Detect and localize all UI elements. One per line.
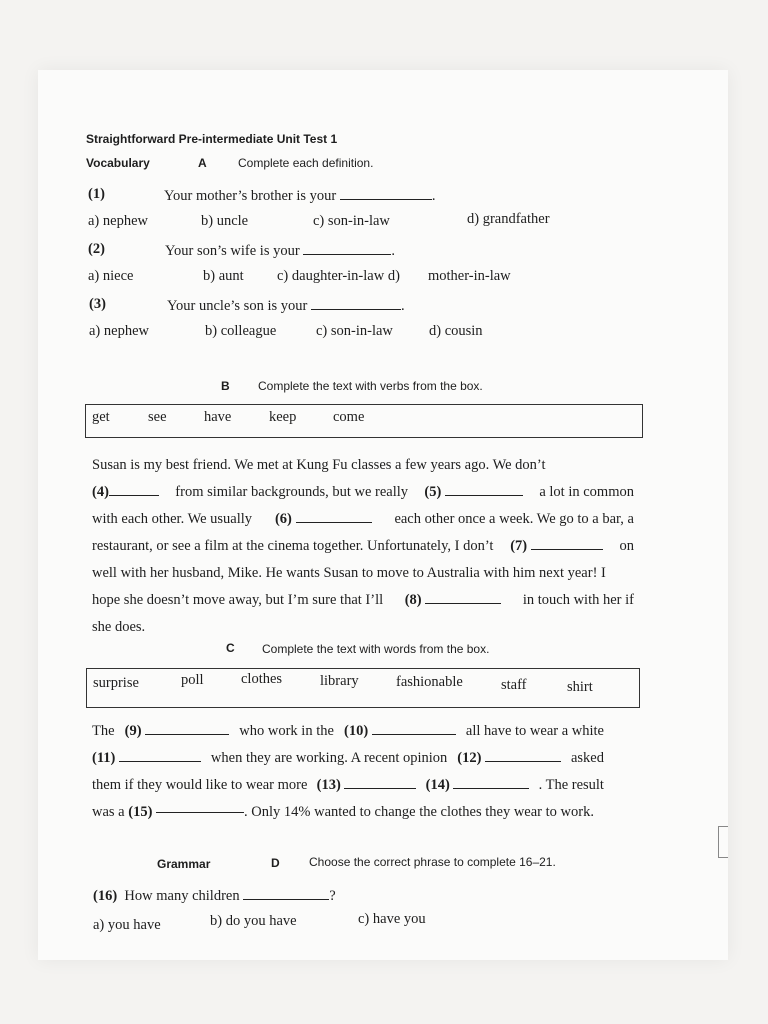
verb-word-box [85, 404, 643, 438]
text-line: hope she doesn’t move away, but I’m sure that I’ll (8) in touch with her if [92, 587, 634, 614]
text-line: was a (15) . Only 14% wanted to change the clothes they wear to work. [92, 799, 604, 826]
part-d-instruction: Choose the correct phrase to complete 16–21. [309, 855, 556, 869]
box-word: library [320, 673, 359, 689]
question-number: (1) [88, 186, 105, 202]
option[interactable]: c) daughter-in-law d) [277, 268, 400, 284]
answer-blank-4[interactable] [109, 482, 159, 496]
part-b-letter: B [221, 379, 230, 393]
box-word: have [204, 409, 232, 425]
text-line: she does. [92, 619, 146, 635]
box-word: get [92, 409, 110, 425]
answer-blank-12[interactable] [485, 748, 561, 762]
answer-blank-11[interactable] [119, 748, 201, 762]
edge-bracket-mark [718, 826, 728, 858]
box-word: clothes [241, 671, 283, 687]
option[interactable]: b) aunt [203, 268, 244, 284]
answer-blank[interactable] [340, 186, 432, 200]
text-line: them if they would like to wear more (13) (14) . The result [92, 772, 604, 799]
text-line: well with her husband, Mike. He wants Susan to move to Australia with him next year! I [92, 565, 606, 581]
text-line: Susan is my best friend. We met at Kung Fu classes a few years ago. We don’t [92, 457, 546, 473]
part-d-letter: D [271, 856, 280, 870]
text-line: (4) from similar backgrounds, but we really (5) a lot in common [92, 479, 634, 506]
box-word: shirt [567, 679, 593, 695]
box-word: staff [501, 677, 527, 693]
box-word: surprise [93, 675, 139, 691]
answer-blank-5[interactable] [445, 482, 523, 496]
question-stem: Your mother’s brother is your . [164, 186, 436, 205]
box-word: fashionable [396, 674, 463, 690]
answer-blank[interactable] [311, 296, 401, 310]
part-c-letter: C [226, 641, 235, 655]
part-c-paragraph [92, 718, 604, 826]
section-grammar: Grammar [157, 857, 211, 871]
option[interactable]: c) son-in-law [313, 213, 390, 229]
answer-blank-10[interactable] [372, 721, 456, 735]
option[interactable]: d) grandfather [467, 211, 550, 227]
answer-blank-13[interactable] [344, 775, 416, 789]
option[interactable]: b) colleague [205, 323, 277, 339]
question-number: (2) [88, 241, 105, 257]
question-number: (3) [89, 296, 106, 312]
answer-blank-8[interactable] [425, 590, 501, 604]
option[interactable]: c) son-in-law [316, 323, 393, 339]
option[interactable]: a) nephew [88, 213, 148, 229]
box-word: come [333, 409, 365, 425]
part-b-instruction: Complete the text with verbs from the box. [258, 379, 483, 393]
part-a-instruction: Complete each definition. [238, 156, 374, 170]
text-line: (11) when they are working. A recent opinion (12) asked [92, 745, 604, 772]
answer-blank-15[interactable] [156, 799, 244, 813]
option[interactable]: c) have you [358, 911, 426, 927]
test-title: Straightforward Pre-intermediate Unit Test 1 [86, 132, 338, 146]
question-stem: Your son’s wife is your . [165, 241, 395, 260]
option[interactable]: a) niece [88, 268, 134, 284]
box-word: see [148, 409, 167, 425]
box-word: keep [269, 409, 297, 425]
answer-blank[interactable] [303, 241, 391, 255]
text-line: The (9) who work in the (10) all have to wear a white [92, 718, 604, 745]
section-vocabulary: Vocabulary [86, 156, 150, 170]
option[interactable]: d) cousin [429, 323, 483, 339]
answer-blank-14[interactable] [453, 775, 529, 789]
option[interactable]: mother-in-law [428, 268, 511, 284]
option[interactable]: b) uncle [201, 213, 249, 229]
text-line: restaurant, or see a film at the cinema together. Unfortunately, I don’t (7) on [92, 533, 634, 560]
word-box [86, 668, 640, 708]
answer-blank-7[interactable] [531, 536, 603, 550]
part-a-letter: A [198, 156, 207, 170]
option[interactable]: b) do you have [210, 913, 297, 929]
question-16: (16) How many children ? [93, 886, 336, 905]
box-word: poll [181, 672, 204, 688]
text-line: with each other. We usually (6) each other once a week. We go to a bar, a [92, 506, 634, 533]
option[interactable]: a) you have [93, 917, 161, 933]
question-stem: Your uncle’s son is your . [167, 296, 405, 315]
answer-blank-9[interactable] [145, 721, 229, 735]
answer-blank-6[interactable] [296, 509, 372, 523]
part-c-instruction: Complete the text with words from the box. [262, 642, 490, 656]
answer-blank-16[interactable] [243, 886, 329, 900]
part-b-paragraph [92, 452, 634, 641]
option[interactable]: a) nephew [89, 323, 149, 339]
